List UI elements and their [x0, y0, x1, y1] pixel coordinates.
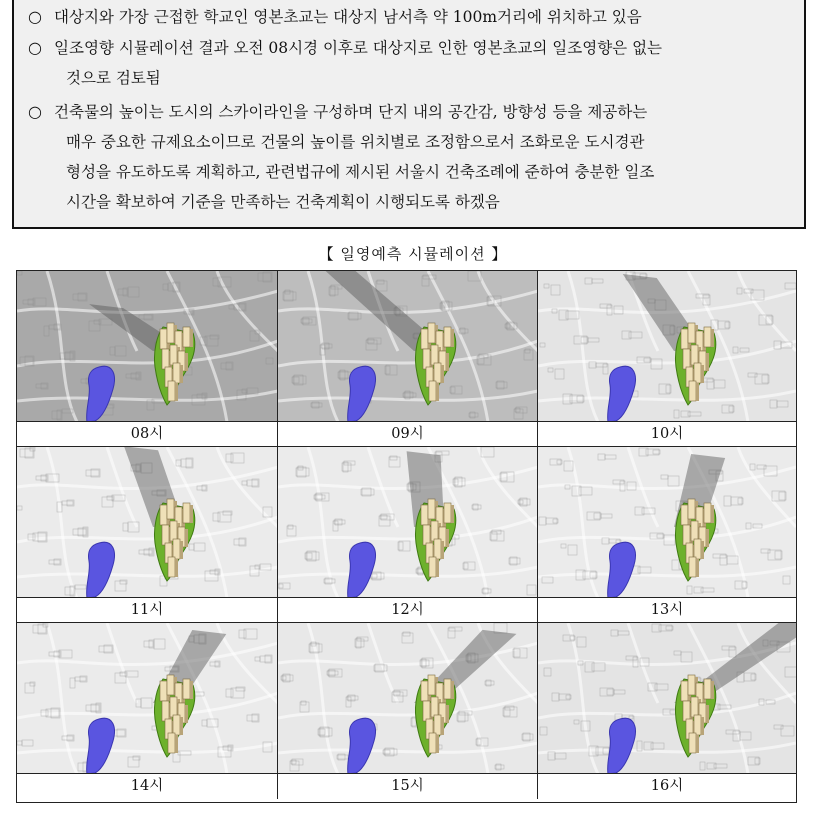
- simulation-time-label: 12시: [278, 598, 538, 623]
- simulation-time-label: 11시: [17, 598, 278, 623]
- summary-bullet-1: [28, 2, 796, 32]
- bullet-mark: ○: [28, 7, 42, 26]
- shadow-simulation-image: [538, 447, 796, 598]
- bullet-line: 일조영향 시뮬레이션 결과 오전 08시경 이후로 대상지로 인한 영본초교의 일조영향은 없는: [54, 39, 663, 57]
- simulation-time-label: 09시: [278, 422, 538, 447]
- shadow-simulation-image: [278, 447, 538, 598]
- bullet-line: 건축물의 높이는 도시의 스카이라인을 구성하며 단지 내의 공간감, 방향성 등을 제공하는: [54, 103, 648, 121]
- summary-box: [12, 0, 806, 229]
- bullet-line: 대상지와 가장 근접한 학교인 영본초교는 대상지 남서측 약 100m거리에 위치하고 있음: [54, 8, 642, 26]
- bullet-line: 것으로 검토됨: [66, 69, 161, 87]
- simulation-frame: [278, 271, 538, 447]
- simulation-frame: [17, 271, 278, 447]
- bullet-line: 매우 중요한 규제요소이므로 건물의 높이를 위치별로 조정함으로서 조화로운 도시경관: [66, 133, 645, 151]
- simulation-frame: [17, 623, 278, 799]
- simulation-title: 【 일영예측 시뮬레이션 】: [318, 245, 508, 263]
- simulation-frame: [538, 447, 796, 623]
- summary-bullet-2: [28, 33, 796, 93]
- simulation-time-label: 10시: [538, 422, 796, 447]
- simulation-time-label: 13시: [538, 598, 796, 623]
- shadow-simulation-image: [538, 271, 796, 422]
- bullet-line: 시간을 확보하여 기준을 만족하는 건축계획이 시행되도록 하겠음: [66, 193, 500, 211]
- simulation-frame: [17, 447, 278, 623]
- simulation-grid: [16, 270, 797, 803]
- shadow-simulation-image: [538, 623, 796, 774]
- simulation-frame: [278, 623, 538, 799]
- shadow-simulation-image: [17, 447, 278, 598]
- simulation-frame: [538, 623, 796, 799]
- summary-bullet-3: [28, 97, 796, 217]
- bullet-mark: ○: [28, 102, 42, 121]
- bullet-mark: ○: [28, 38, 42, 57]
- shadow-simulation-image: [17, 623, 278, 774]
- simulation-frame: [278, 447, 538, 623]
- simulation-time-label: 08시: [17, 422, 278, 447]
- shadow-simulation-image: [17, 271, 278, 422]
- simulation-frame: [538, 271, 796, 447]
- simulation-time-label: 14시: [17, 774, 278, 799]
- simulation-time-label: 15시: [278, 774, 538, 799]
- bullet-line: 형성을 유도하도록 계획하고, 관련법규에 제시된 서울시 건축조례에 준하여 충분한 일조: [66, 163, 655, 181]
- simulation-time-label: 16시: [538, 774, 796, 799]
- shadow-simulation-image: [278, 271, 538, 422]
- shadow-simulation-image: [278, 623, 538, 774]
